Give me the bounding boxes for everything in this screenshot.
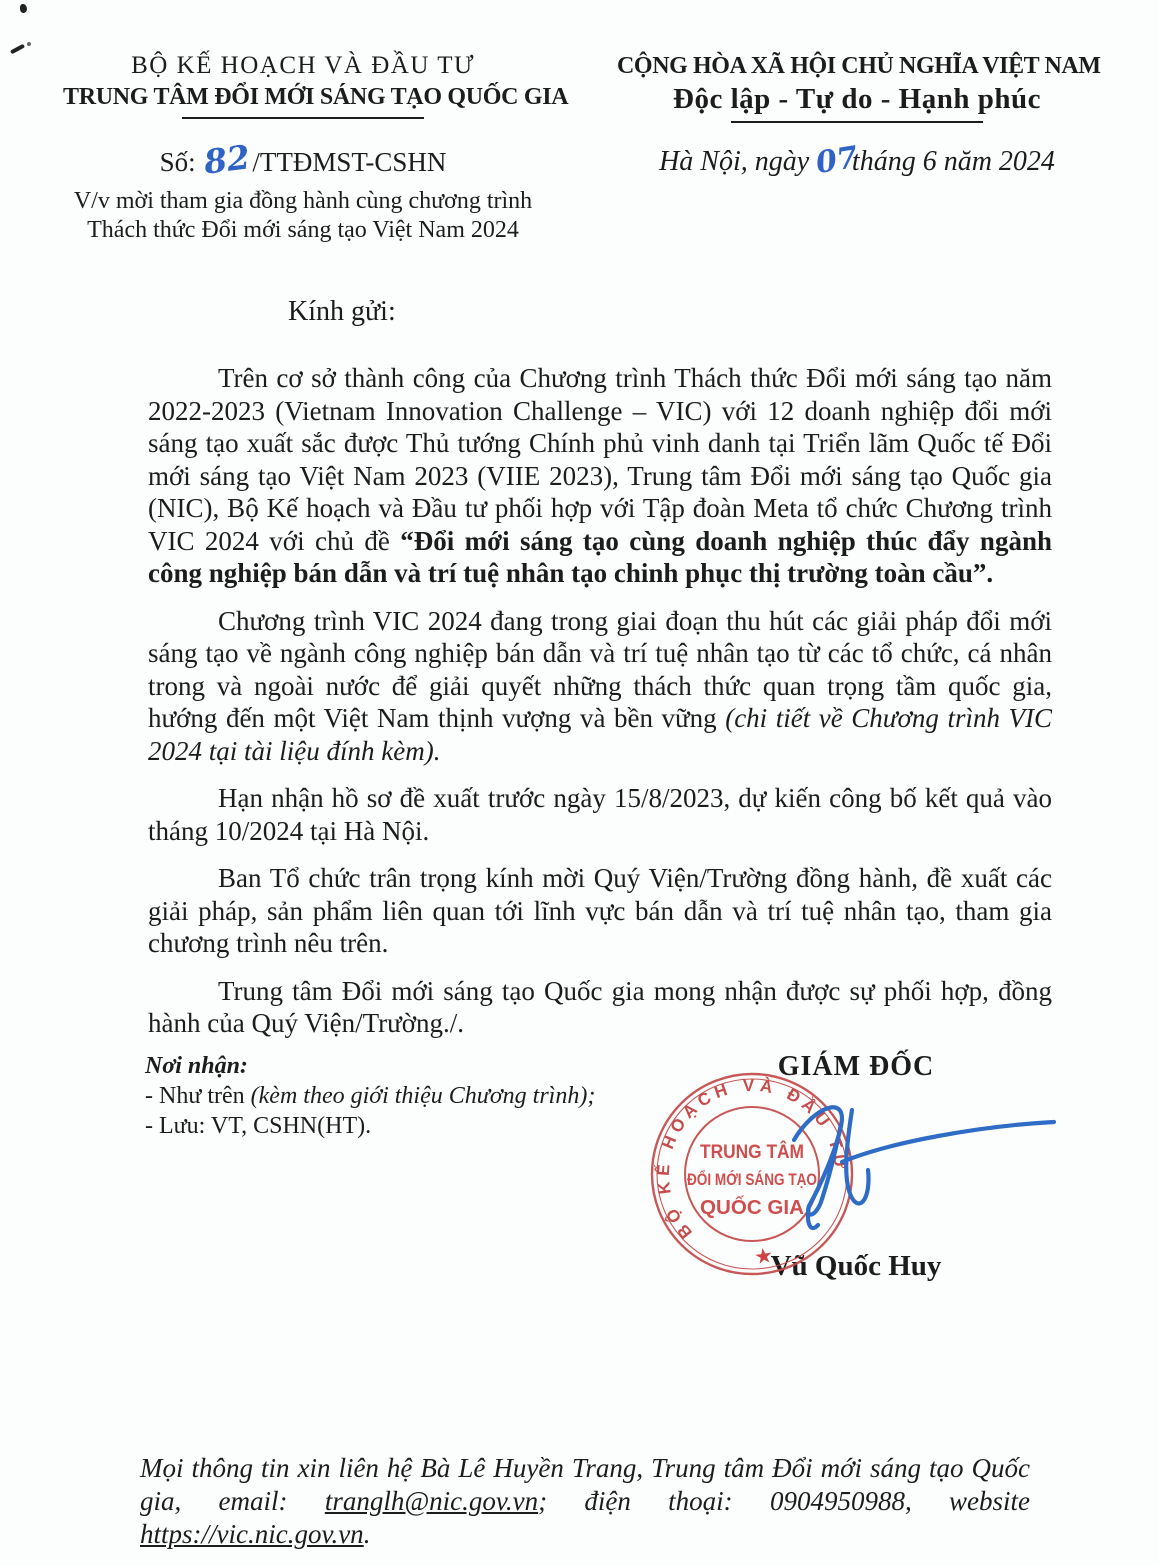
motto-underline bbox=[731, 121, 983, 123]
footer-line-1: Mọi thông tin xin liên hệ Bà Lê Huyền Trang, Trung tâm Đổi mới sáng tạo Quốc gia, bbox=[140, 1453, 1030, 1516]
parent-ministry-name: BỘ KẾ HOẠCH VÀ ĐẦU TƯ bbox=[131, 52, 475, 79]
stamp-ring-text: BỘ KẾ HOẠCH VÀ ĐẦU TƯ bbox=[653, 1075, 851, 1243]
stamp-center-line-1: TRUNG TÂM bbox=[700, 1142, 814, 1163]
recipient-item-2: - Lưu: VT, CSHN(HT). bbox=[145, 1113, 372, 1139]
stamp-star-icon: ★ bbox=[752, 1242, 775, 1270]
scan-speck bbox=[20, 4, 27, 13]
subject-line-1: V/v mời tham gia đồng hành cùng chương trình bbox=[73, 188, 533, 214]
issuing-org-block bbox=[63, 50, 569, 245]
footer-email-link[interactable]: tranglh@nic.gov.vn bbox=[324, 1486, 539, 1516]
paragraph-2-text: Chương trình VIC 2024 đang trong giai đoạn thu hút các giải pháp đổi mới sáng tạo về ngành công nghiệp bán dẫn và trí tuệ nhân tạo từ các tổ chức, cá nhân trong và ngoài nước để giải quyết những thách thức quan trọng tầm quốc gia, hướng đến một Việt Nam thịnh vượng và bền vững bbox=[148, 605, 1052, 733]
footer-phone-text: ; điện thoại: 0904950988, website bbox=[538, 1486, 1030, 1516]
document-subject bbox=[63, 187, 543, 245]
paragraph-3: Hạn nhận hồ sơ đề xuất trước ngày 15/8/2023, dự kiến công bố kết quả vào tháng 10/2024 tại Hà Nội. bbox=[148, 783, 1052, 846]
date-suffix: tháng 6 năm 2024 bbox=[851, 146, 1055, 177]
org-name-underline bbox=[182, 117, 424, 119]
paragraph-1-text: Trên cơ sở thành công của Chương trình Thách thức Đổi mới sáng tạo năm 2022-2023 (Vietnam Innovation Challenge – VIC) với 12 doanh nghiệp đổi mới sáng tạo xuất sắc được Thủ tướng Chính phủ vinh danh tại Triển lãm Quốc tế Đổi mới sáng tạo Việt Nam 2023 (VIIE 2023), Trung tâm Đổi mới sáng tạo Quốc gia (NIC), Bộ Kế hoạch và Đầu tư phối hợp với Tập đoàn Meta tổ chức Chương trình VIC 2024 với chủ đề bbox=[148, 363, 1052, 556]
signer-name: Vũ Quốc Huy bbox=[770, 1250, 942, 1282]
doc-number-prefix: Số: bbox=[159, 147, 203, 177]
paragraph-1 bbox=[148, 362, 1052, 590]
signer-title: GIÁM ĐỐC bbox=[777, 1051, 935, 1082]
recipients-block bbox=[145, 1051, 625, 1141]
letter-body bbox=[148, 362, 1052, 1055]
date-prefix: Hà Nội, ngày bbox=[659, 146, 817, 177]
handwritten-signature bbox=[780, 1082, 1070, 1242]
national-motto: Độc lập - Tự do - Hạnh phúc bbox=[673, 83, 1041, 115]
paragraph-1-theme-bold: “Đổi mới sáng tạo cùng doanh nghiệp thúc đẩy ngành công nghiệp bán dẫn và trí tuệ nhân tạo chinh phục thị trường toàn cầu”. bbox=[148, 525, 1052, 588]
doc-number-suffix: /TTĐMST-CSHN bbox=[252, 147, 447, 177]
paragraph-2-note-italic: (chi tiết về Chương trình VIC 2024 tại tài liệu đính kèm). bbox=[148, 703, 1052, 766]
stamp-center-line-2: ĐỔI MỚI SÁNG TẠO bbox=[687, 1170, 817, 1189]
document-number-line bbox=[63, 137, 543, 182]
handwritten-doc-number: 82 bbox=[202, 137, 253, 182]
footer-period: . bbox=[363, 1519, 371, 1549]
stamp-center-line-3: QUỐC GIA bbox=[700, 1197, 802, 1219]
footer-email-label: email: bbox=[218, 1486, 325, 1516]
paragraph-2 bbox=[148, 605, 1052, 768]
salutation: Kính gửi: bbox=[288, 296, 396, 327]
scan-mark bbox=[10, 44, 25, 55]
recipient-item-1 bbox=[145, 1081, 625, 1111]
issuing-org-name: TRUNG TÂM ĐỔI MỚI SÁNG TẠO QUỐC GIA bbox=[63, 84, 569, 110]
recipients-label: Nơi nhận: bbox=[145, 1053, 248, 1079]
footer-website-link[interactable]: https://vic.nic.gov.vn bbox=[140, 1519, 364, 1549]
handwritten-day: 07 bbox=[813, 139, 861, 182]
paragraph-4: Ban Tổ chức trân trọng kính mời Quý Viện/Trường đồng hành, đề xuất các giải pháp, sản phẩm liên quan tới lĩnh vực bán dẫn và trí tuệ nhân tạo, tham gia chương trình nêu trên. bbox=[148, 863, 1052, 958]
paragraph-5: Trung tâm Đổi mới sáng tạo Quốc gia mong nhận được sự phối hợp, đồng hành của Quý Viện/Trường./. bbox=[148, 975, 1052, 1038]
place-date-line bbox=[617, 139, 1097, 182]
national-header-block bbox=[617, 50, 1101, 182]
contact-footer bbox=[140, 1452, 1030, 1551]
recipient-item-1-note: (kèm theo giới thiệu Chương trình); bbox=[250, 1083, 596, 1109]
subject-line-2: Thách thức Đổi mới sáng tạo Việt Nam 2024 bbox=[87, 217, 519, 243]
recipient-item-1-text: - Như trên bbox=[145, 1083, 251, 1109]
scan-speck bbox=[27, 42, 31, 46]
national-title: CỘNG HÒA XÃ HỘI CHỦ NGHĨA VIỆT NAM bbox=[617, 53, 1101, 79]
